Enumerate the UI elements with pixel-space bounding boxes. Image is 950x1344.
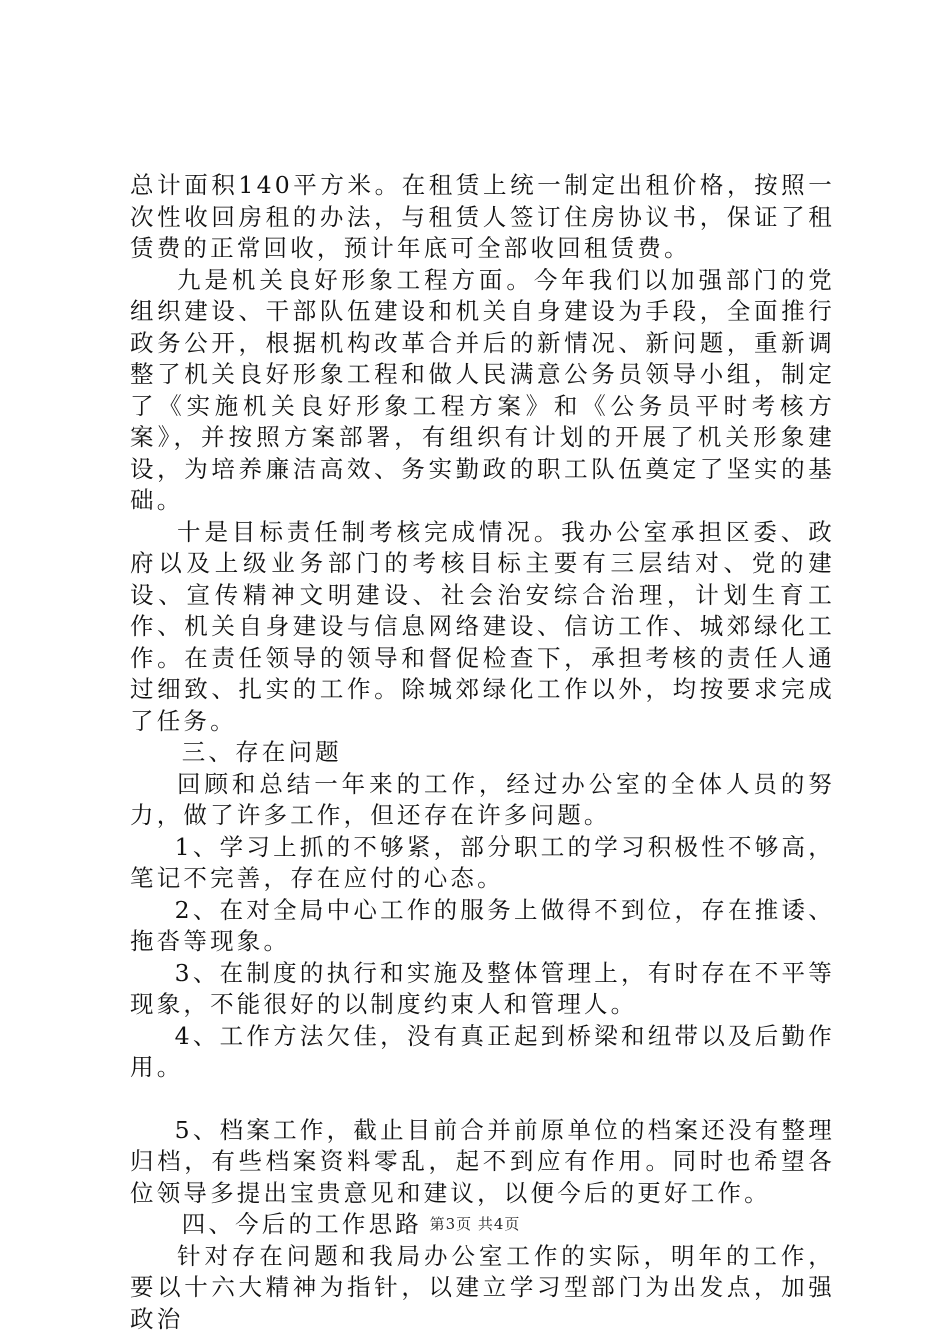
paragraph-future-plan: 针对存在问题和我局办公室工作的实际，明年的工作，要以十六大精神为指针，以建立学习型部门为出发点，加强政治 <box>130 1241 835 1333</box>
section-heading-problems: 三、存在问题 <box>181 738 342 766</box>
problem-item-5: 5、档案工作，截止目前合并前原单位的档案还没有整理归档，有些档案资料零乱，起不到应有作用。同时也希望各位领导多提出宝贵意见和建议，以便今后的更好工作。 <box>130 1115 835 1207</box>
problem-item-4: 4、工作方法欠佳，没有真正起到桥梁和纽带以及后勤作用。 <box>130 1021 835 1081</box>
page-number-footer: 第3页 共4页 <box>429 1215 521 1233</box>
paragraph-image-project: 九是机关良好形象工程方面。今年我们以加强部门的党组织建设、干部队伍建设和机关自身建设为手段，全面推行政务公开，根据机构改革合并后的新情况、新问题，重新调整了机关良好形象工程和做人民满意公务员领导小组，制定了《实施机关良好形象工程方案》和《公务员平时考核方案》，并按照方案部署，有组织有计划的开展了机关形象建设，为培养廉洁高效、务实勤政的职工队伍奠定了坚实的基础。 <box>130 265 835 514</box>
document-body <box>130 170 835 1335</box>
problem-item-3: 3、在制度的执行和实施及整体管理上，有时存在不平等现象，不能很好的以制度约束人和管理人。 <box>130 958 835 1018</box>
problem-item-1: 1、学习上抓的不够紧，部分职工的学习积极性不够高，笔记不完善，存在应付的心态。 <box>130 832 835 892</box>
section-heading-future: 四、今后的工作思路 <box>181 1210 422 1238</box>
problem-item-2: 2、在对全局中心工作的服务上做得不到位，存在推诿、拖沓等现象。 <box>130 895 835 955</box>
paragraph-rental-area: 总计面积140平方米。在租赁上统一制定出租价格，按照一次性收回房租的办法，与租赁人签订住房协议书，保证了租赁费的正常回收，预计年底可全部收回租赁费。 <box>130 171 835 262</box>
paragraph-review: 回顾和总结一年来的工作，经过办公室的全体人员的努力，做了许多工作，但还存在许多问题。 <box>130 769 835 829</box>
paragraph-target-responsibility: 十是目标责任制考核完成情况。我办公室承担区委、政府以及上级业务部门的考核目标主要有三层结对、党的建设、宣传精神文明建设、社会治安综合治理，计划生育工作、机关自身建设与信息网络建设、信访工作、城郊绿化工作。在责任领导的领导和督促检查下，承担考核的责任人通过细致、扎实的工作。除城郊绿化工作以外，均按要求完成了任务。 <box>130 517 835 735</box>
